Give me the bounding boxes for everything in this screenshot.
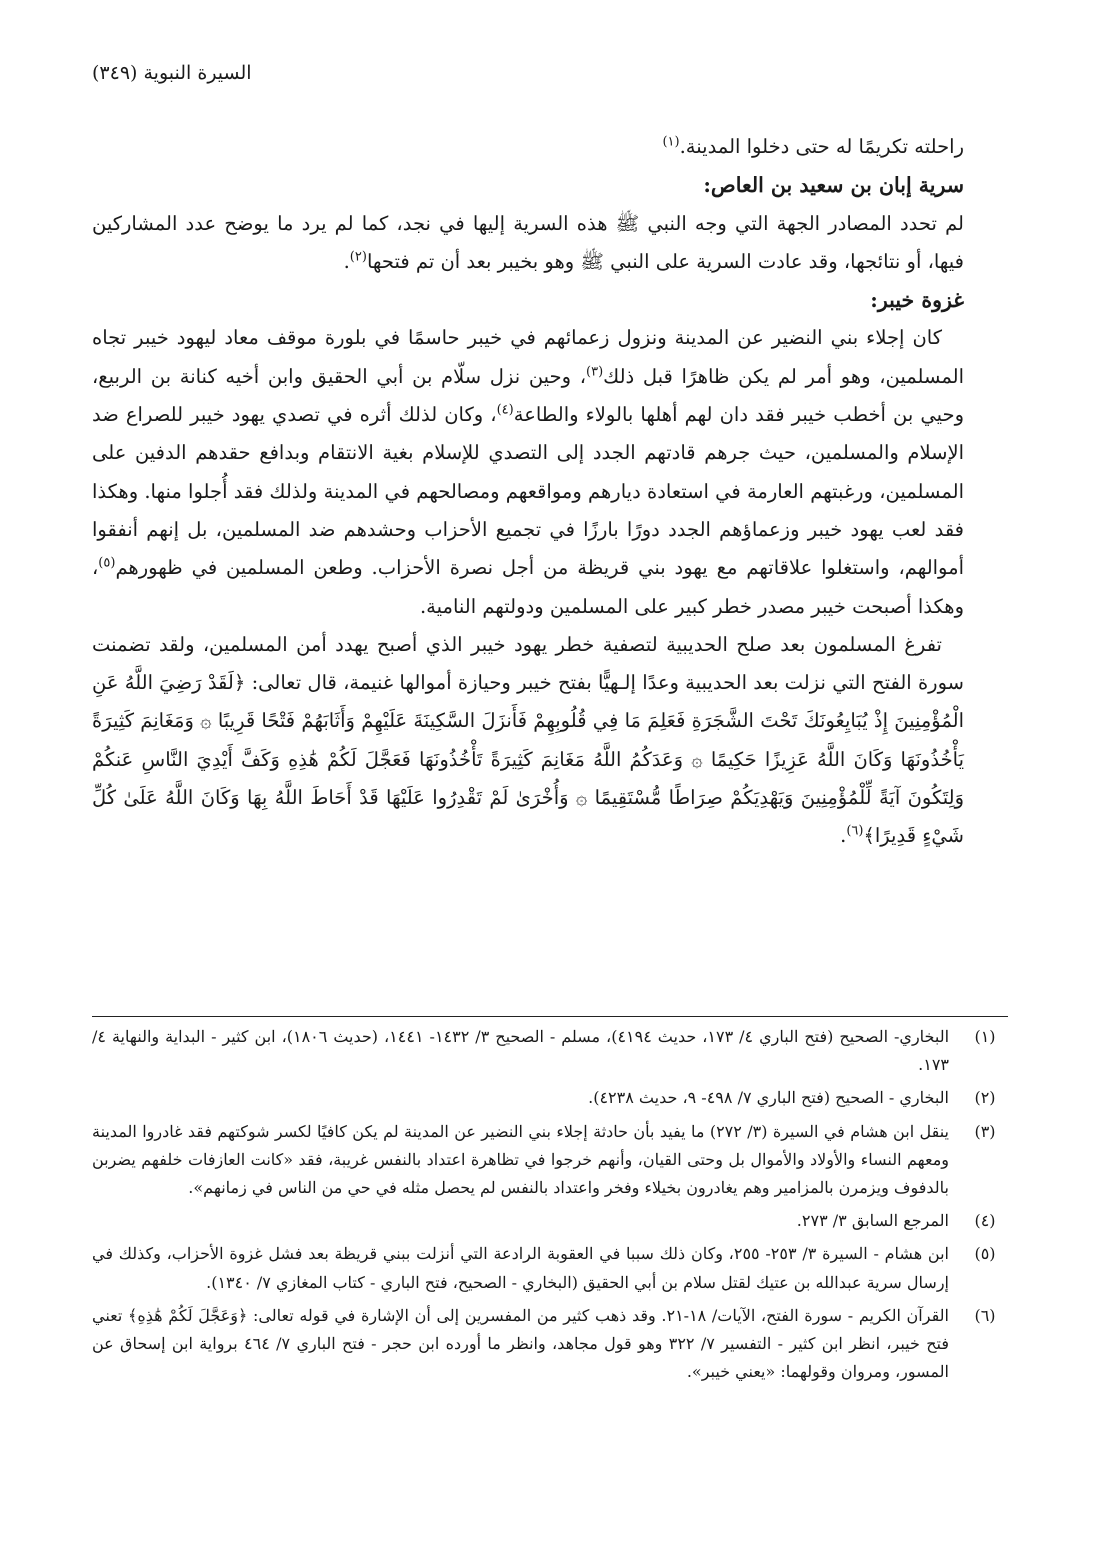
footnote-number: (٢): [974, 1088, 996, 1108]
footnote-number: (٣): [974, 1121, 996, 1141]
footnote-ref-4: (٤): [496, 402, 514, 418]
footnote-number: (٥): [974, 1244, 996, 1264]
main-text: [92, 128, 964, 856]
section-heading-aban: سرية إبان بن سعيد بن العاص:: [703, 173, 964, 198]
footnote-item: [92, 1240, 1009, 1296]
paragraph-khaybar-1: كان إجلاء بني النضير عن المدينة ونزول زعمائهم في خيبر حاسمًا في بلورة موقف معاد ليهود خيبر تجاه المسلمين، وهو أمر لم يكن ظاهرًا قبل ذلك$^{(٣)}$، وحين نزل سلّام بن أبي الحقيق وابن أخيه كنانة بن الربيع، وحيي بن أخطب خيبر فقد دان لهم أهلها بالولاء والطاعة$^{(٤)}$، وكان لذلك أثره في تصدي يهود خيبر للصراع ضد الإسلام والمسلمين، حيث جرهم قادتهم الجدد إلى التصدي للإسلام بغية الانتقام وبدافع حقدهم الدفين على المسلمين، ورغبتهم العارمة في استعادة ديارهم ومواقعهم ومصالحهم في المدينة ولذلك فقد أُجلوا منها. وهكذا فقد لعب يهود خيبر وزعماؤهم الجدد دورًا بارزًا في تجميع الأحزاب وحشدهم ضد المسلمين، بل إنهم أنفقوا أموالهم، واستغلوا علاقاتهم مع يهود بني قريظة من أجل نصرة الأحزاب. وطعن المسلمين في ظهورهم$^{(٥)}$، وهكذا أصبحت خيبر مصدر خطر كبير على المسلمين ودولتهم النامية.: [92, 326, 964, 618]
paragraph-intro: راحلته تكريمًا له حتى دخلوا المدينة.$^{(١)}$: [662, 134, 964, 158]
footnote-divider: [92, 1016, 1008, 1017]
footnote-number: (٤): [974, 1211, 996, 1231]
footnote-text: القرآن الكريم - سورة الفتح، الآيات/ ١٨-٢١. وقد ذهب كثير من المفسرين إلى أن الإشارة في قوله تعالى: ﴿وَعَجَّلَ لَكُمْ هَٰذِهِ﴾ تعني فتح خيبر، انظر ابن كثير - التفسير ٧/ ٣٢٢ وهو قول مجاهد، وانظر ما أورده ابن حجر - فتح الباري ٧/ ٤٦٤ برواية ابن إسحاق عن المسور، ومروان وقولهما: «يعني خيبر».: [92, 1305, 950, 1382]
footnote-ref-3: (٣): [586, 364, 604, 380]
footnote-number: (١): [974, 1027, 996, 1046]
footnote-text: المرجع السابق ٣/ ٢٧٣.: [796, 1211, 949, 1231]
footnote-text: البخاري- الصحيح (فتح الباري ٤/ ١٧٣، حديث ٤١٩٤)، مسلم - الصحيح ٣/ ١٤٣٢- ١٤٤١، (حديث ١٨٠٦)، ابن كثير - البداية والنهاية ٤/ ١٧٣.: [92, 1027, 950, 1075]
section-heading-khaybar: غزوة خيبر:: [870, 288, 964, 313]
footnote-ref-2: (٢): [349, 249, 367, 265]
footnote-text: ينقل ابن هشام في السيرة (٣/ ٢٧٢) ما يفيد بأن حادثة إجلاء بني النضير عن المدينة لم يكن كافيًا لكسر شوكتهم فقد غادروا المدينة ومعهم النساء والأولاد والأموال بل وحتى القيان، وأنهم خرجوا في تظاهرة اعتداد بالنفس غريبة، فقد «كانت العازفات خلفهم يضربن بالدفوف ويزمرن بالمزامير وهم يغادرون بخيلاء وفخر واعتداد بالنفس لم يحصل مثله في حي من الناس في زمانهم».: [92, 1121, 950, 1198]
footnote-ref-1: (١): [662, 134, 680, 150]
footnote-text: ابن هشام - السيرة ٣/ ٢٥٣- ٢٥٥، وكان ذلك سببا في العقوبة الرادعة التي أنزلت ببني قريظة بعد فشل غزوة الأحزاب، وكذلك في إرسال سرية عبدالله بن عتيك لقتل سلام بن أبي الحقيق (البخاري - الصحيح، فتح الباري - كتاب المغازي ٧/ ١٣٤٠).: [92, 1244, 949, 1292]
paragraph-aban: لم تحدد المصادر الجهة التي وجه النبي ﷺ هذه السرية إليها في نجد، كما لم يرد ما يوضح عدد المشاركين فيها، أو نتائجها، وقد عادت السرية على النبي ﷺ وهو بخيبر بعد أن تم فتحها$^{(٢)}$.: [92, 211, 964, 273]
footnote-item: [92, 1302, 1009, 1387]
footnote-item: [92, 1023, 1009, 1079]
footnote-item: [92, 1084, 1009, 1112]
footnote-number: (٦): [974, 1305, 996, 1325]
paragraph-khaybar-2: تفرغ المسلمون بعد صلح الحديبية لتصفية خطر يهود خيبر الذي أصبح يهدد أمن المسلمين، ولقد تضمنت سورة الفتح التي نزلت بعد الحديبية وعدًا إلـهيًّا بفتح خيبر وحيازة أموالها غنيمة، قال تعالى: ﴿لَقَدْ رَضِيَ اللَّهُ عَنِ الْمُؤْمِنِينَ إِذْ يُبَايِعُونَكَ تَحْتَ الشَّجَرَةِ فَعَلِمَ مَا فِي قُلُوبِهِمْ فَأَنزَلَ السَّكِينَةَ عَلَيْهِمْ وَأَثَابَهُمْ فَتْحًا قَرِيبًا ۞ وَمَغَانِمَ كَثِيرَةً يَأْخُذُونَهَا وَكَانَ اللَّهُ عَزِيزًا حَكِيمًا ۞ وَعَدَكُمُ اللَّهُ مَغَانِمَ كَثِيرَةً تَأْخُذُونَهَا فَعَجَّلَ لَكُمْ هَٰذِهِ وَكَفَّ أَيْدِيَ النَّاسِ عَنكُمْ وَلِتَكُونَ آيَةً لِّلْمُؤْمِنِينَ وَيَهْدِيَكُمْ صِرَاطًا مُّسْتَقِيمًا ۞ وَأُخْرَىٰ لَمْ تَقْدِرُوا عَلَيْهَا قَدْ أَحَاطَ اللَّهُ بِهَا وَكَانَ اللَّهُ عَلَىٰ كُلِّ شَيْءٍ قَدِيرًا﴾$^{(٦)}$.: [92, 632, 965, 848]
footnote-ref-5: (٥): [98, 555, 116, 571]
quran-quote: ﴿لَقَدْ رَضِيَ اللَّهُ عَنِ الْمُؤْمِنِينَ إِذْ يُبَايِعُونَكَ تَحْتَ الشَّجَرَةِ فَعَلِمَ مَا فِي قُلُوبِهِمْ فَأَنزَلَ السَّكِينَةَ عَلَيْهِمْ وَأَثَابَهُمْ فَتْحًا قَرِيبًا ۞ وَمَغَانِمَ كَثِيرَةً يَأْخُذُونَهَا وَكَانَ اللَّهُ عَزِيزًا حَكِيمًا ۞ وَعَدَكُمُ اللَّهُ مَغَانِمَ كَثِيرَةً تَأْخُذُونَهَا فَعَجَّلَ لَكُمْ هَٰذِهِ وَكَفَّ أَيْدِيَ النَّاسِ عَنكُمْ وَلِتَكُونَ آيَةً لِّلْمُؤْمِنِينَ وَيَهْدِيَكُمْ صِرَاطًا مُّسْتَقِيمًا ۞ وَأُخْرَىٰ لَمْ تَقْدِرُوا عَلَيْهَا قَدْ أَحَاطَ اللَّهُ بِهَا وَكَانَ اللَّهُ عَلَىٰ كُلِّ شَيْءٍ قَدِيرًا﴾: [92, 671, 964, 848]
running-header: السيرة النبوية (٣٤٩): [92, 62, 252, 84]
footnote-item: [92, 1118, 1009, 1203]
footnote-ref-6: (٦): [846, 823, 864, 839]
footnote-text: البخاري - الصحيح (فتح الباري ٧/ ٤٩٨- ٩، حديث ٤٢٣٨).: [588, 1088, 949, 1108]
footnotes: [92, 1023, 1009, 1391]
footnote-item: [92, 1207, 1009, 1235]
